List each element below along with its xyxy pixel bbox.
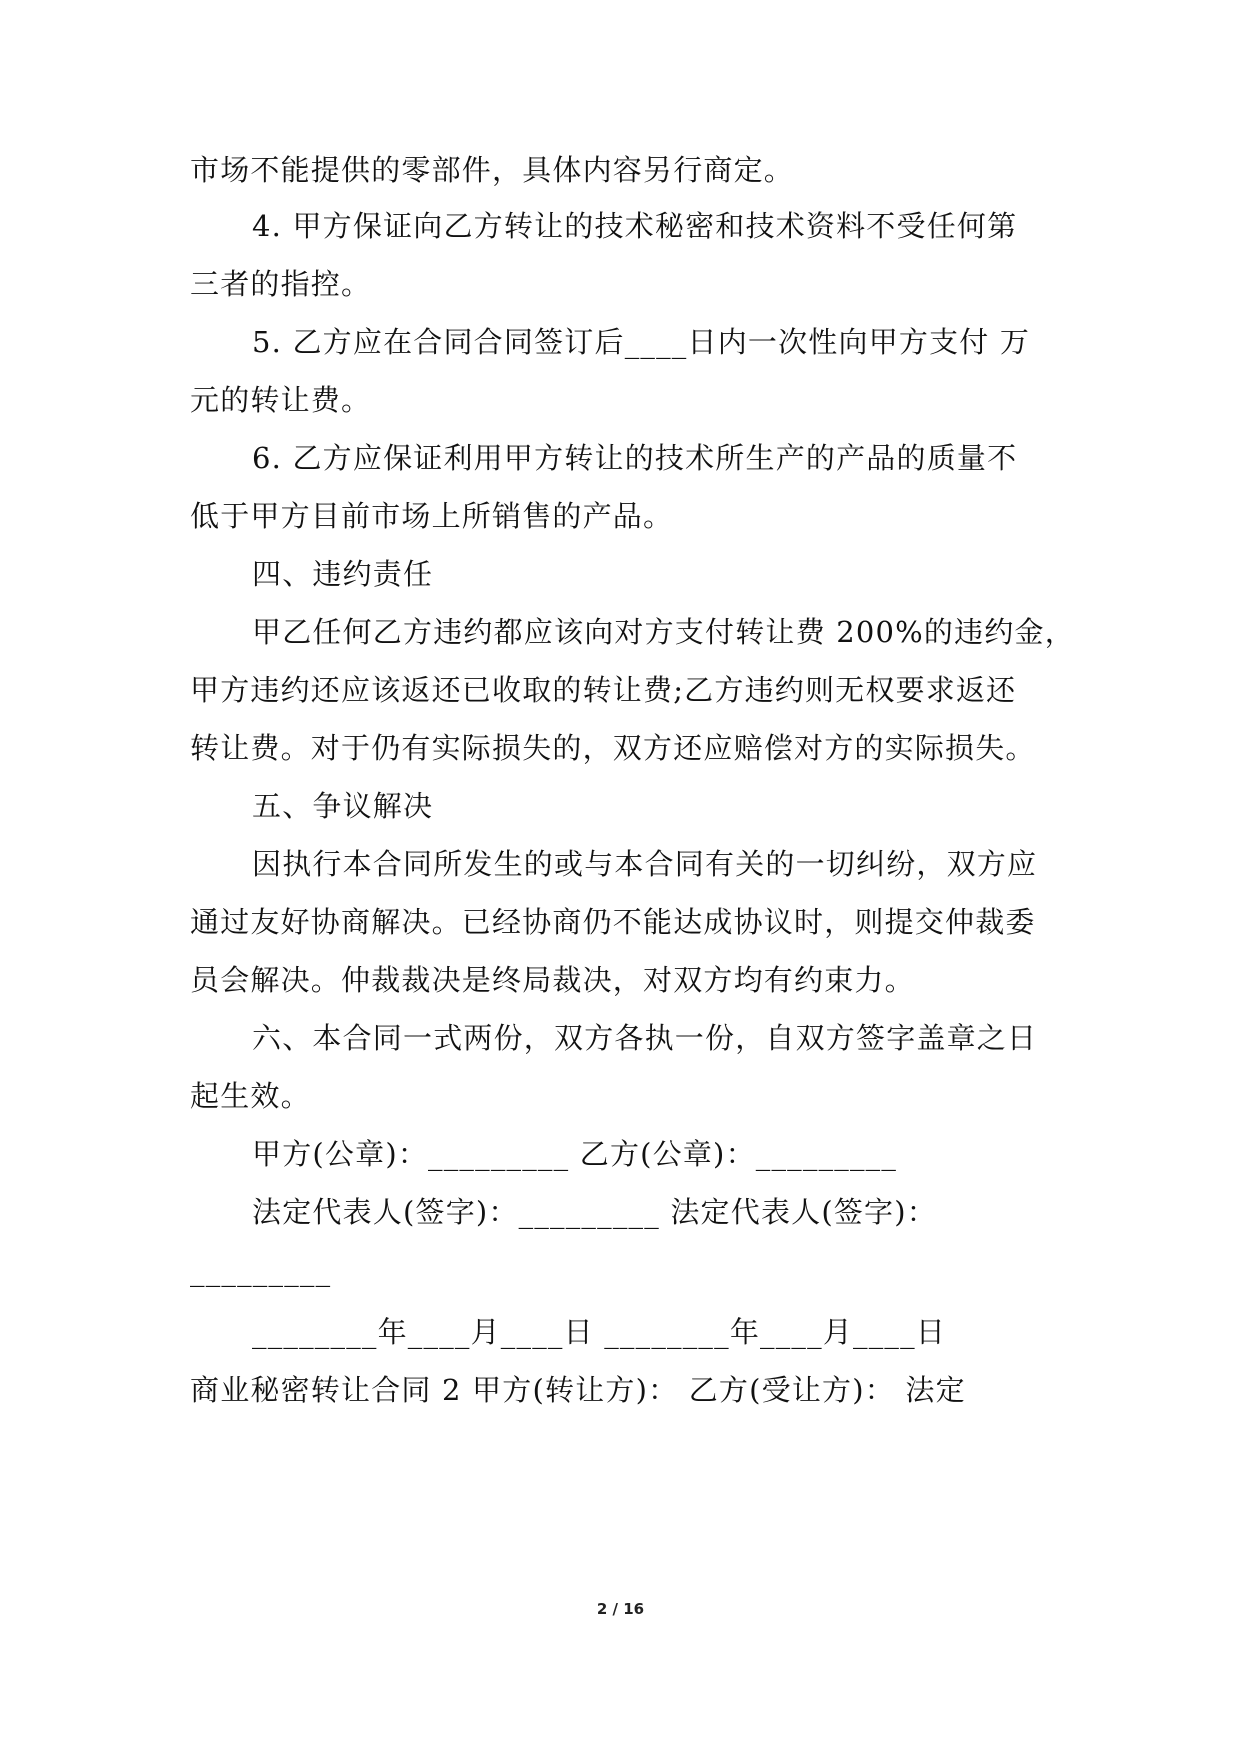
section-heading-copies: 六、本合同一式两份，双方各执一份，自双方签字盖章之日 [252, 1021, 1038, 1055]
paragraph-line: 员会解决。仲裁裁决是终局裁决，对双方均有约束力。 [190, 963, 915, 997]
paragraph-line: 起生效。 [190, 1079, 311, 1113]
section-heading-breach: 四、违约责任 [252, 557, 434, 591]
paragraph-line: 通过友好协商解决。已经协商仍不能达成协议时，则提交仲裁委 [190, 905, 1036, 939]
clause-5-line: 5. 乙方应在合同合同签订后____日内一次性向甲方支付 万 [252, 325, 1031, 359]
paragraph-line: 转让费。对于仍有实际损失的，双方还应赔偿对方的实际损失。 [190, 731, 1036, 765]
signature-line: 法定代表人(签字)：_________ 法定代表人(签字)： [252, 1195, 937, 1229]
date-line: ________年____月____日 ________年____月____日 [252, 1315, 947, 1349]
next-contract-title-line: 商业秘密转让合同 2 甲方(转让方)： 乙方(受让方)： 法定 [190, 1373, 966, 1407]
paragraph-line: 元的转让费。 [190, 383, 372, 417]
paragraph-line: 甲方违约还应该返还已收取的转让费;乙方违约则无权要求返还 [190, 673, 1017, 707]
paragraph-line: 因执行本合同所发生的或与本合同有关的一切纠纷，双方应 [252, 847, 1038, 881]
section-heading-dispute: 五、争议解决 [252, 789, 434, 823]
clause-4-line: 4. 甲方保证向乙方转让的技术秘密和技术资料不受任何第 [252, 209, 1018, 243]
signature-blank: _________ [190, 1253, 332, 1287]
paragraph-line: 市场不能提供的零部件，具体内容另行商定。 [190, 153, 795, 187]
paragraph-line: 甲乙任何乙方违约都应该向对方支付转让费 200%的违约金， [252, 615, 1075, 649]
paragraph-line: 三者的指控。 [190, 267, 372, 301]
paragraph-line: 低于甲方目前市场上所销售的产品。 [190, 499, 674, 533]
seal-line: 甲方(公章)：_________ 乙方(公章)：_________ [252, 1137, 898, 1171]
clause-6-line: 6. 乙方应保证利用甲方转让的技术所生产的产品的质量不 [252, 441, 1018, 475]
page-number: 2 / 16 [596, 1600, 645, 1618]
